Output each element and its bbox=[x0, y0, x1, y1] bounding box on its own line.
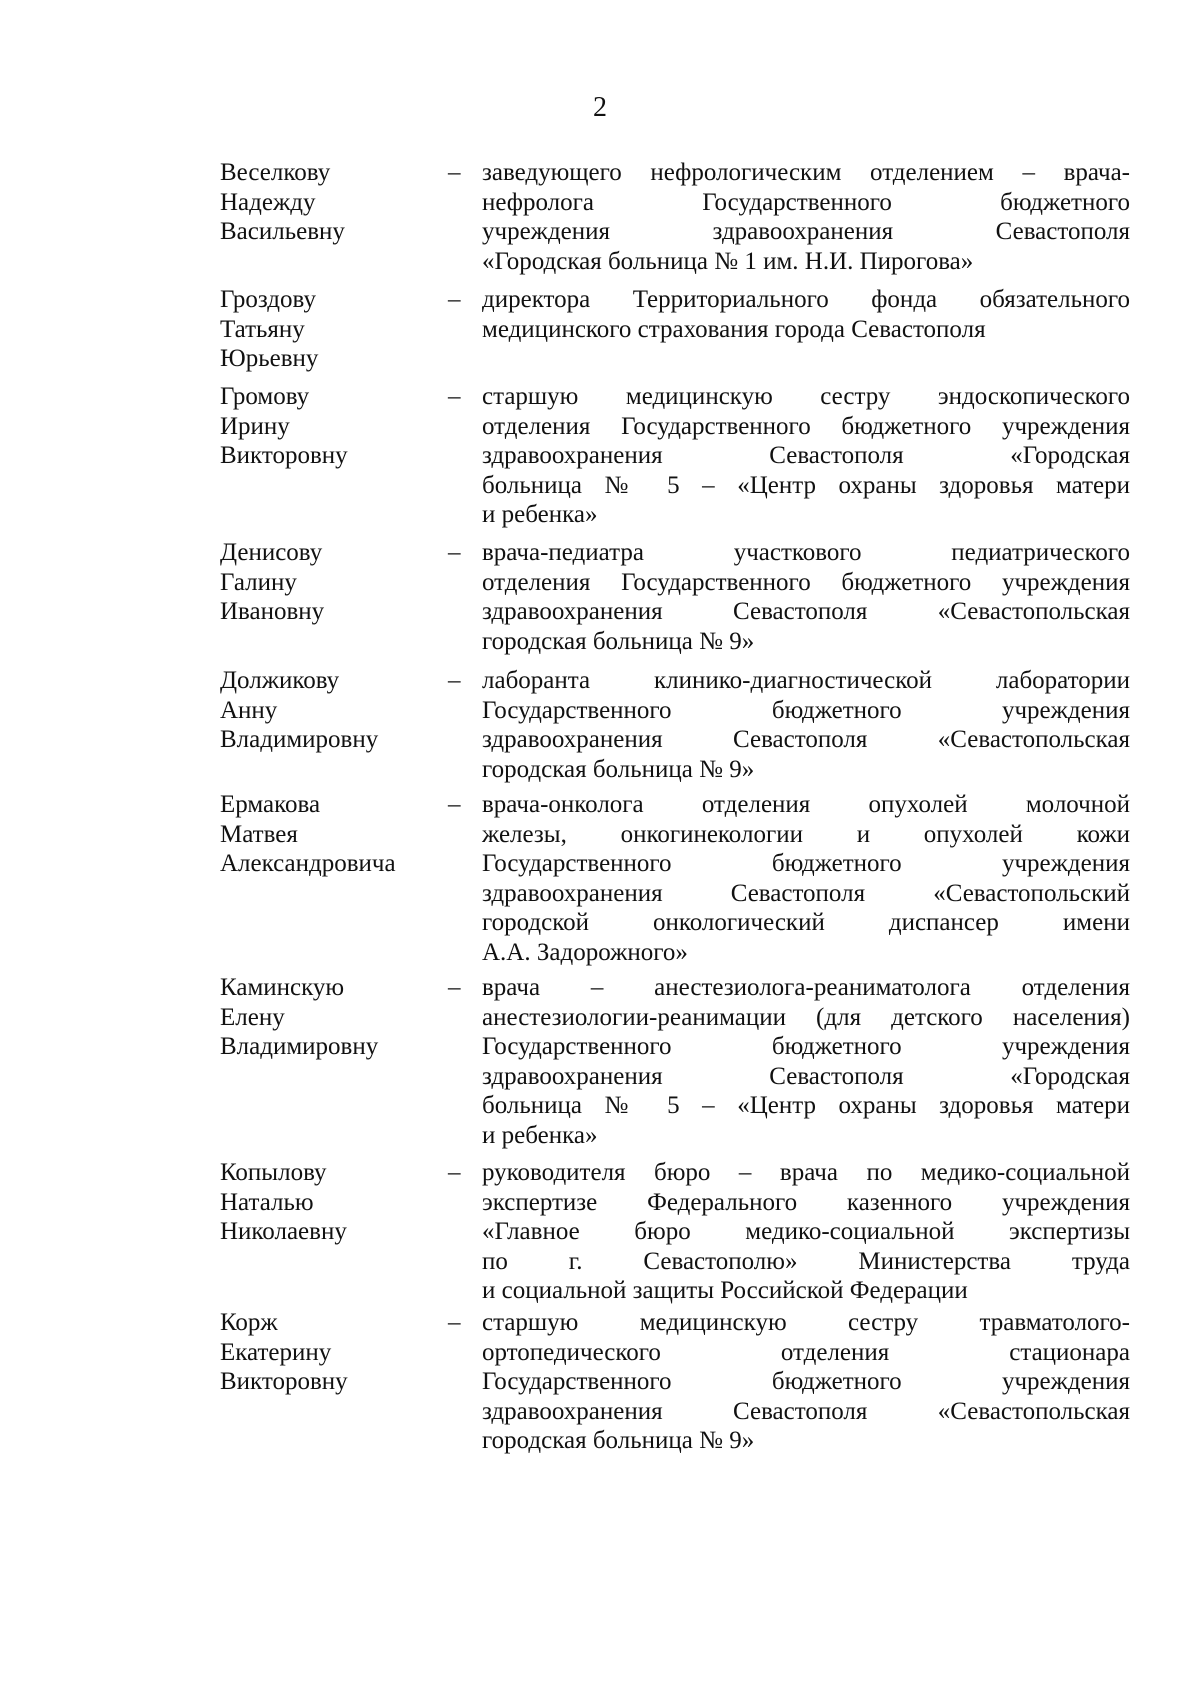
person-name-line: Копылову bbox=[220, 1159, 327, 1186]
position-description-line: железы, онкогинекологии и опухолей кожи bbox=[482, 820, 1130, 848]
position-description-line: врача – анестезиолога-реаниматолога отделения bbox=[482, 974, 1130, 1001]
list-item bbox=[200, 538, 1130, 656]
person-name-line: Васильевну bbox=[220, 218, 345, 245]
person-name bbox=[200, 285, 448, 374]
person-name-line: Матвея bbox=[220, 820, 298, 848]
person-name-line: Должикову bbox=[220, 667, 340, 694]
position-description-line: Государственного бюджетного учреждения bbox=[482, 1033, 1130, 1060]
person-name-line: Надежду bbox=[220, 188, 316, 216]
position-description-line: Государственного бюджетного учреждения bbox=[482, 850, 1130, 877]
position-description bbox=[482, 973, 1130, 1150]
person-name bbox=[200, 382, 448, 471]
person-name-line: Корж bbox=[220, 1309, 278, 1336]
position-description-line: по г. Севастополю» Министерства труда bbox=[482, 1247, 1130, 1275]
position-description-line: и ребенка» bbox=[482, 501, 598, 528]
position-description-line: учреждения здравоохранения Севастополя bbox=[482, 218, 1130, 245]
list-item bbox=[200, 1158, 1130, 1306]
position-description-line: Государственного бюджетного учреждения bbox=[482, 1368, 1130, 1395]
position-description-line: и социальной защиты Российской Федерации bbox=[482, 1277, 968, 1304]
dash-separator: – bbox=[448, 667, 461, 694]
position-description-line: директора Территориального фонда обязательного bbox=[482, 286, 1130, 313]
position-description-line: здравоохранения Севастополя «Севастопольская bbox=[482, 1397, 1130, 1425]
dash-separator: – bbox=[448, 1159, 461, 1186]
position-description bbox=[482, 666, 1130, 784]
list-item bbox=[200, 158, 1130, 276]
position-description-line: здравоохранения Севастополя «Севастопольский bbox=[482, 879, 1130, 907]
position-description-line: экспертизе Федерального казенного учреждения bbox=[482, 1188, 1130, 1216]
position-description bbox=[482, 790, 1130, 967]
position-description-line: городская больница № 9» bbox=[482, 1427, 755, 1454]
position-description-line: здравоохранения Севастополя «Городская bbox=[482, 442, 1130, 469]
position-description-line: здравоохранения Севастополя «Севастопольская bbox=[482, 726, 1130, 753]
position-description-line: лаборанта клинико-диагностической лаборатории bbox=[482, 667, 1130, 694]
position-description-line: отделения Государственного бюджетного учреждения bbox=[482, 568, 1130, 596]
position-description-line: анестезиологии-реанимации (для детского населения) bbox=[482, 1003, 1130, 1031]
position-description-line: ортопедического отделения стационара bbox=[482, 1338, 1130, 1366]
position-description-line: старшую медицинскую сестру эндоскопического bbox=[482, 383, 1130, 410]
position-description-line: нефролога Государственного бюджетного bbox=[482, 188, 1130, 216]
person-name-line: Елену bbox=[220, 1003, 285, 1031]
position-description-line: медицинского страхования города Севастополя bbox=[482, 315, 986, 343]
person-name bbox=[200, 666, 448, 755]
position-description-line: руководителя бюро – врача по медико-социальной bbox=[482, 1159, 1130, 1186]
list-item bbox=[200, 382, 1130, 530]
person-name-line: Наталью bbox=[220, 1188, 314, 1216]
person-name bbox=[200, 538, 448, 627]
list-item bbox=[200, 973, 1130, 1150]
person-name-line: Владимировну bbox=[220, 726, 379, 753]
position-description-line: здравоохранения Севастополя «Городская bbox=[482, 1062, 1130, 1090]
position-description-line: городской онкологический диспансер имени bbox=[482, 909, 1130, 936]
person-name-line: Владимировну bbox=[220, 1033, 379, 1060]
person-name bbox=[200, 158, 448, 247]
person-name-line: Гроздову bbox=[220, 286, 316, 313]
position-description-line: старшую медицинскую сестру травматолого- bbox=[482, 1309, 1130, 1336]
person-name-line: Галину bbox=[220, 568, 297, 596]
person-name-line: Викторовну bbox=[220, 442, 348, 469]
position-description-line: А.А. Задорожного» bbox=[482, 938, 688, 966]
position-description bbox=[482, 1158, 1130, 1306]
dash-separator: – bbox=[448, 791, 461, 818]
position-description-line: заведующего нефрологическим отделением – врача- bbox=[482, 159, 1130, 186]
dash-separator: – bbox=[448, 974, 461, 1001]
position-description-line: здравоохранения Севастополя «Севастопольская bbox=[482, 598, 1130, 625]
dash-separator: – bbox=[448, 383, 461, 410]
person-name-line: Денисову bbox=[220, 539, 323, 566]
position-description-line: врача-онколога отделения опухолей молочной bbox=[482, 791, 1130, 818]
list-item bbox=[200, 285, 1130, 374]
person-name bbox=[200, 790, 448, 879]
page-number: 2 bbox=[593, 92, 607, 123]
list-item bbox=[200, 1308, 1130, 1456]
person-name-line: Ивановну bbox=[220, 598, 325, 625]
person-name bbox=[200, 973, 448, 1062]
position-description-line: городская больница № 9» bbox=[482, 627, 755, 655]
list-item bbox=[200, 666, 1130, 784]
position-description-line: «Городская больница № 1 им. Н.И. Пирогова» bbox=[482, 247, 974, 275]
person-name-line: Викторовну bbox=[220, 1368, 348, 1395]
person-name bbox=[200, 1158, 448, 1247]
person-name-line: Татьяну bbox=[220, 315, 305, 343]
person-name-line: Каминскую bbox=[220, 974, 345, 1001]
person-name-line: Ермакова bbox=[220, 791, 321, 818]
position-description-line: Государственного бюджетного учреждения bbox=[482, 696, 1130, 724]
position-description-line: «Главное бюро медико-социальной экспертизы bbox=[482, 1218, 1130, 1245]
dash-separator: – bbox=[448, 1309, 461, 1336]
person-name-line: Веселкову bbox=[220, 159, 331, 186]
dash-separator: – bbox=[448, 539, 461, 566]
position-description bbox=[482, 538, 1130, 656]
position-description-line: больница № 5 – «Центр охраны здоровья матери bbox=[482, 1092, 1130, 1119]
dash-separator: – bbox=[448, 286, 461, 313]
position-description-line: и ребенка» bbox=[482, 1121, 598, 1149]
position-description-line: городская больница № 9» bbox=[482, 755, 755, 783]
dash-separator: – bbox=[448, 159, 461, 186]
position-description bbox=[482, 158, 1130, 276]
person-name-line: Ирину bbox=[220, 412, 290, 440]
position-description-line: отделения Государственного бюджетного учреждения bbox=[482, 412, 1130, 440]
position-description-line: больница № 5 – «Центр охраны здоровья матери bbox=[482, 471, 1130, 499]
person-name-line: Юрьевну bbox=[220, 345, 319, 372]
position-description bbox=[482, 285, 1130, 344]
position-description-line: врача-педиатра участкового педиатрического bbox=[482, 539, 1130, 566]
person-name-line: Анну bbox=[220, 696, 278, 724]
person-name-line: Александровича bbox=[220, 850, 396, 877]
person-name-line: Николаевну bbox=[220, 1218, 347, 1245]
position-description bbox=[482, 1308, 1130, 1456]
person-name-line: Громову bbox=[220, 383, 310, 410]
list-item bbox=[200, 790, 1130, 967]
position-description bbox=[482, 382, 1130, 530]
person-name-line: Екатерину bbox=[220, 1338, 332, 1366]
person-name bbox=[200, 1308, 448, 1397]
